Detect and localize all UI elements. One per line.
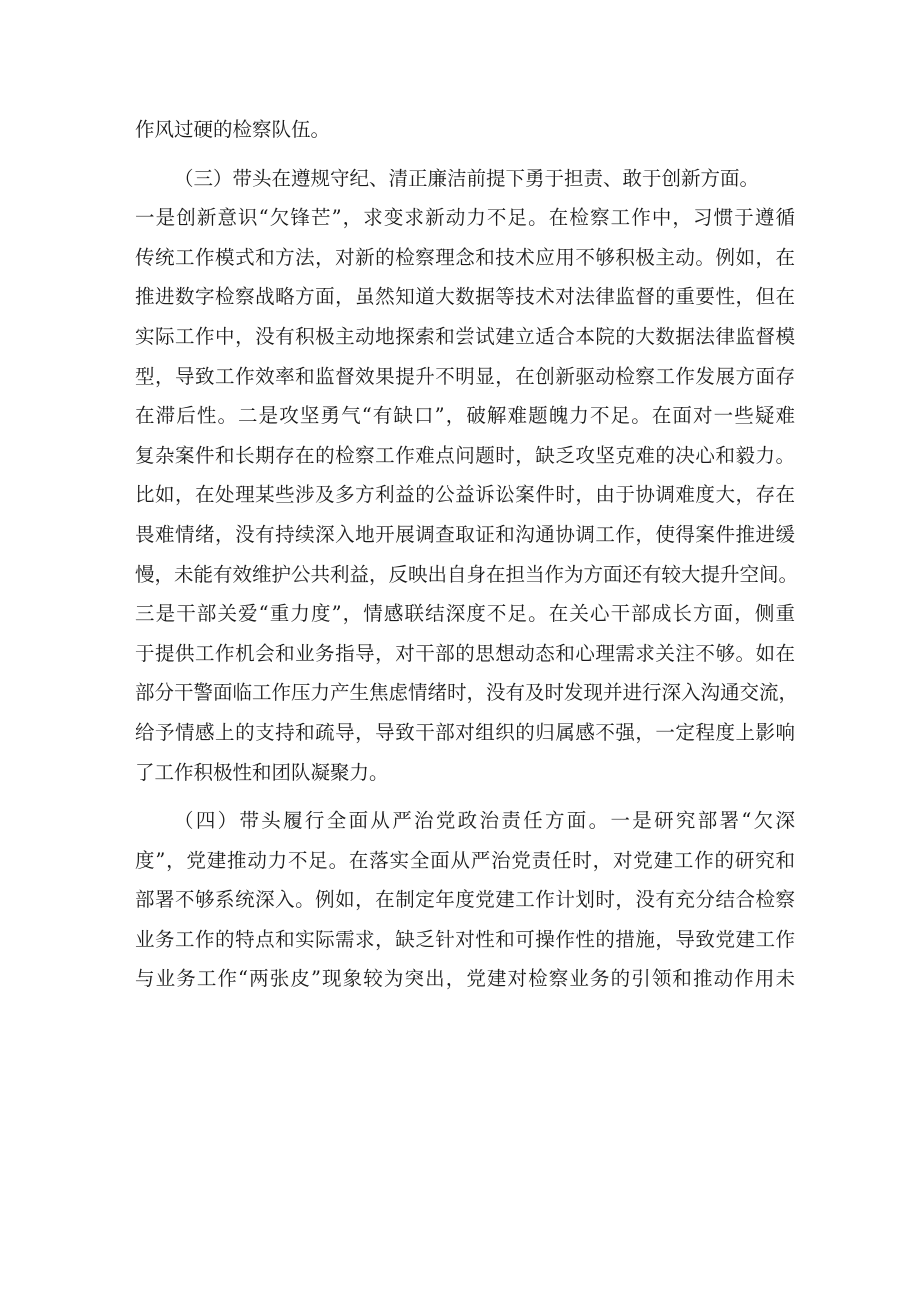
section-heading: （四）带头履行全面从严治党政治责任方面。一是研究部署“欠深	[174, 809, 795, 833]
text-line: 与业务工作“两张皮”现象较为突出，党建对检察业务的引领和推动作用未	[135, 967, 795, 991]
text-line: 一是创新意识“欠锋芒”，求变求新动力不足。在检察工作中，习惯于遵循	[135, 206, 795, 230]
text-line: 部署不够系统深入。例如，在制定年度党建工作计划时，没有充分结合检察	[135, 888, 795, 912]
document-body	[135, 110, 799, 999]
text-line: 实际工作中，没有积极主动地探索和尝试建立适合本院的大数据法律监督模	[135, 324, 795, 348]
text-line: 型，导致工作效率和监督效果提升不明显，在创新驱动检察工作发展方面存	[135, 364, 795, 388]
text-line: 三是干部关爱“重力度”，情感联结深度不足。在关心干部成长方面，侧重	[135, 602, 795, 626]
text-line: 推进数字检察战略方面，虽然知道大数据等技术对法律监督的重要性，但在	[135, 285, 795, 309]
text-line: 复杂案件和长期存在的检察工作难点问题时，缺乏攻坚克难的决心和毅力。	[135, 443, 795, 467]
text-line: 于提供工作机会和业务指导，对干部的思想动态和心理需求关注不够。如在	[135, 641, 795, 665]
paragraph-gap	[135, 792, 795, 801]
text-line: 畏难情绪，没有持续深入地开展调查取证和沟通协调工作，使得案件推进缓	[135, 522, 795, 546]
text-line: 作风过硬的检察队伍。	[135, 118, 331, 141]
text-line: 了工作积极性和团队凝聚力。	[135, 760, 389, 784]
text-line: 慢，未能有效维护公共利益，反映出自身在担当作为方面还有较大提升空间。	[135, 562, 799, 586]
text-line: 度”，党建推动力不足。在落实全面从严治党责任时，对党建工作的研究和	[135, 848, 795, 872]
text-line: 在滞后性。二是攻坚勇气“有缺口”，破解难题魄力不足。在面对一些疑难	[135, 404, 795, 428]
text-line: 给予情感上的支持和疏导，导致干部对组织的归属感不强，一定程度上影响	[135, 720, 795, 744]
text-line: 传统工作模式和方法，对新的检察理念和技术应用不够积极主动。例如，在	[135, 245, 795, 269]
text-line: 业务工作的特点和实际需求，缺乏针对性和可操作性的措施，导致党建工作	[135, 927, 795, 951]
text-line: 部分干警面临工作压力产生焦虑情绪时，没有及时发现并进行深入沟通交流，	[135, 681, 799, 705]
text-line: 比如，在处理某些涉及多方利益的公益诉讼案件时，由于协调难度大，存在	[135, 483, 795, 507]
section-heading: （三）带头在遵规守纪、清正廉洁前提下勇于担责、敢于创新方面。	[174, 166, 760, 190]
paragraph-gap	[135, 150, 795, 159]
